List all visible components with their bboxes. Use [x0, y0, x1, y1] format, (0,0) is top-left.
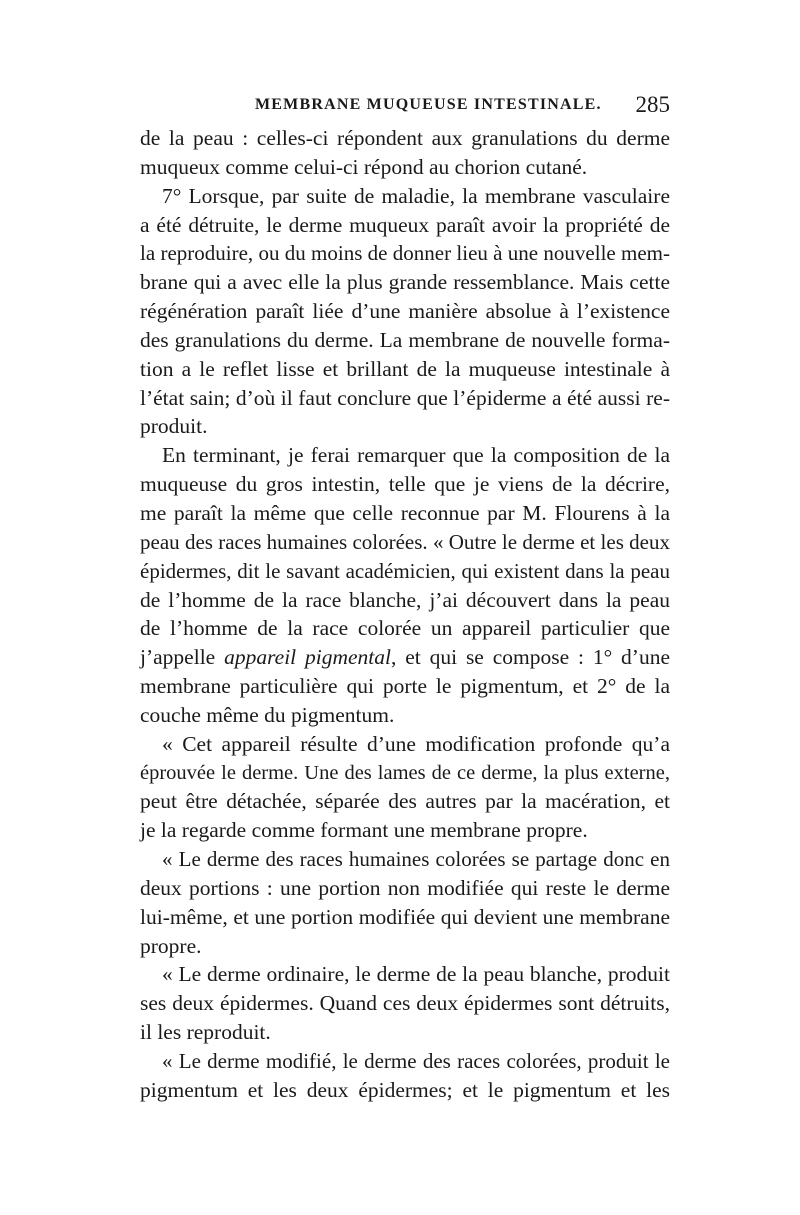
text-line: je la regarde comme formant une membrane propre. [140, 818, 588, 843]
text-line: il les reproduit. [140, 1020, 271, 1045]
running-title: MEMBRANE MUQUEUSE INTESTINALE. [255, 96, 602, 113]
text-line: deux portions : une portion non modifiée qui reste le derme [140, 875, 670, 900]
text-line: membrane particulière qui porte le pigmentum, et 2° de la [140, 674, 670, 699]
text-line: des granulations du derme. La membrane de nouvelle forma- [140, 327, 670, 352]
text-line: pigmentum et les deux épidermes; et le pigmentum et les [140, 1077, 670, 1102]
text-line: l’état sain; d’où il faut conclure que l’épiderme a été aussi re- [140, 385, 670, 410]
text-line: muqueuse du gros intestin, telle que je viens de la décrire, [140, 472, 670, 497]
text-line: « Le derme modifié, le derme des races colorées, produit le [162, 1049, 670, 1073]
text-line: En terminant, je ferai remarquer que la composition de la [162, 443, 670, 468]
text-line: la reproduire, ou du moins de donner lieu à une nouvelle mem- [140, 241, 670, 266]
text-line: épidermes, dit le savant académicien, qui existent dans la peau [140, 558, 670, 583]
text-line: de la peau : celles-ci répondent aux granulations du derme [140, 126, 670, 150]
italic-term: appareil pigmental [224, 645, 391, 670]
text-line: a été détruite, le derme muqueux paraît avoir la propriété de [140, 212, 670, 237]
body-text [140, 124, 670, 1105]
text-line: peut être détachée, séparée des autres par la macération, et [140, 789, 670, 814]
text-line: j’appelle appareil pigmental, et qui se compose : 1° d’une [140, 645, 670, 670]
text-line: de l’homme de la race blanche, j’ai découvert dans la peau [140, 587, 670, 612]
text-line: propre. [140, 933, 202, 958]
text-line: « Cet appareil résulte d’une modification profonde qu’a [162, 731, 670, 756]
text-line: tion a le reflet lisse et brillant de la muqueuse intestinale à [140, 356, 670, 381]
text-line: « Le derme des races humaines colorées se partage donc en [162, 847, 670, 872]
text-line: de l’homme de la race colorée un appareil particulier que [140, 616, 670, 641]
text-line: peau des races humaines colorées. « Outre le derme et les deux [140, 529, 670, 554]
text-line: « Le derme ordinaire, le derme de la peau blanche, produit [162, 962, 670, 987]
text-line: produit. [140, 414, 208, 439]
text-line: régénération paraît liée d’une manière absolue à l’existence [140, 299, 670, 324]
running-header [140, 92, 670, 122]
text-line: ses deux épidermes. Quand ces deux épidermes sont détruits, [140, 991, 670, 1016]
text-line: muqueux comme celui-ci répond au chorion cutané. [140, 154, 588, 179]
text-line: brane qui a avec elle la plus grande ressemblance. Mais cette [140, 270, 670, 295]
text-line: lui-même, et une portion modifiée qui devient une membrane [140, 904, 670, 929]
text-line: me paraît la même que celle reconnue par M. Flourens à la [140, 500, 670, 525]
text-line: couche même du pigmentum. [140, 702, 395, 727]
text-line: 7° Lorsque, par suite de maladie, la membrane vasculaire [162, 183, 670, 208]
text-line: éprouvée le derme. Une des lames de ce derme, la plus externe, [140, 761, 670, 784]
page-number: 285 [635, 92, 670, 117]
